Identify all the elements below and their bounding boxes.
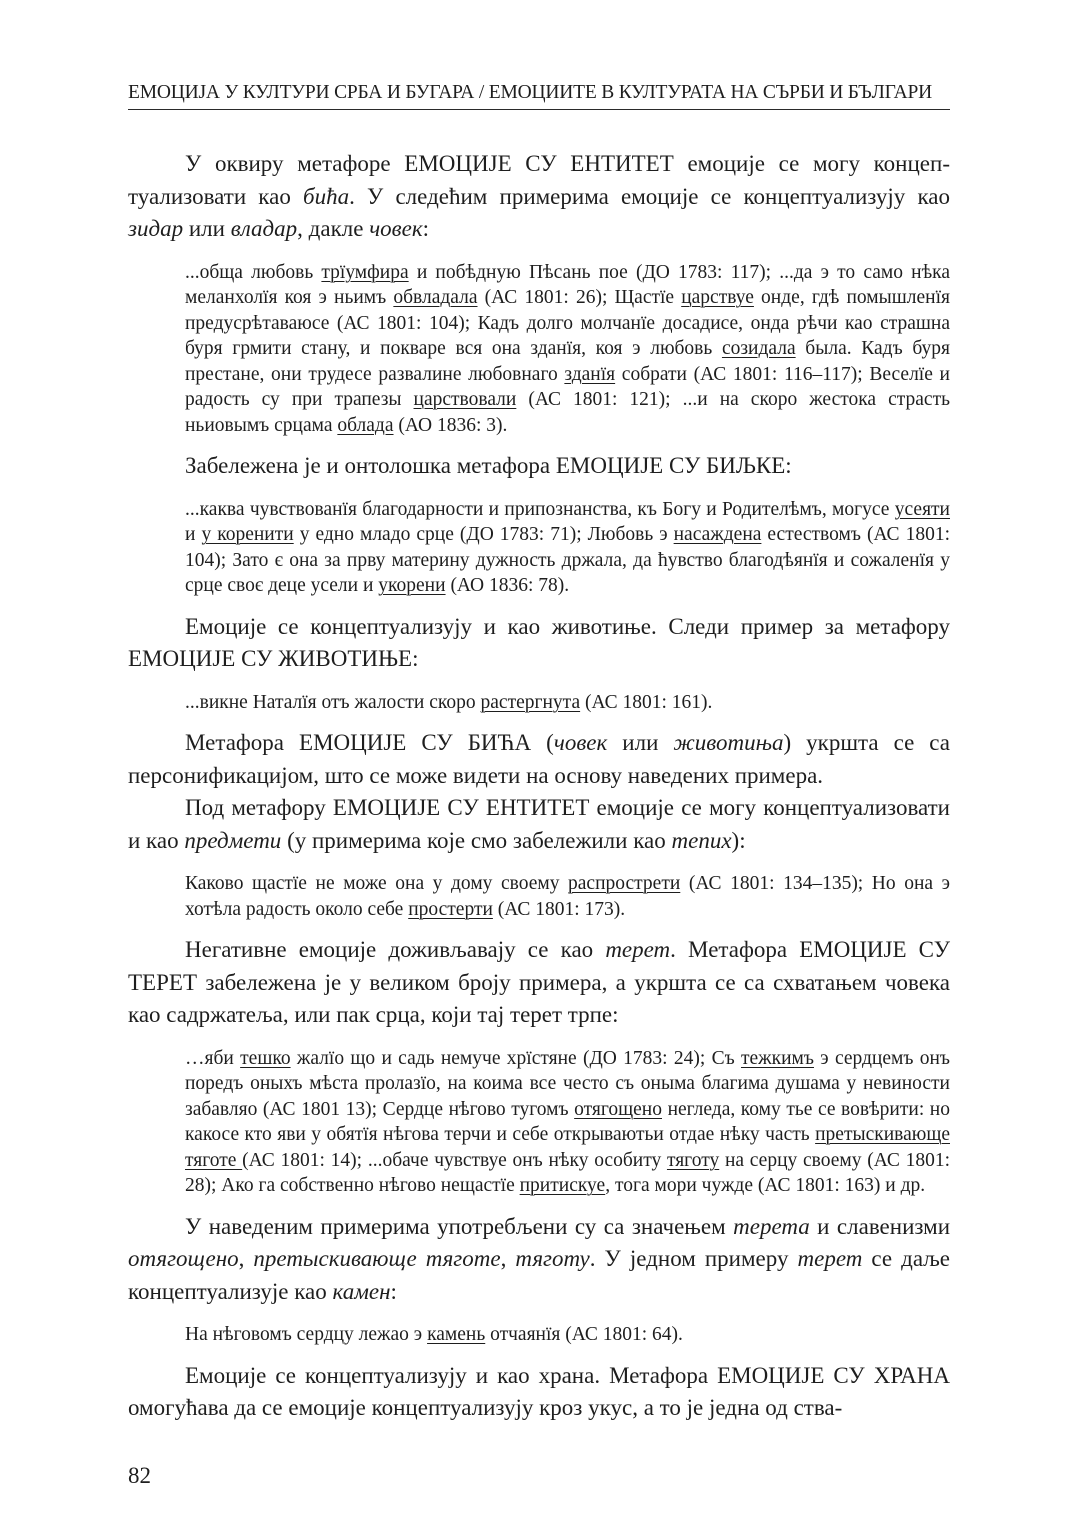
running-header: ЕМОЦИЈА У КУЛТУРИ СРБА И БУГАРА / ЕМОЦИИТЕ В КУЛТУРАТА НА СЪРБИ И БЪЛГАРИ bbox=[128, 82, 933, 103]
paragraph: Под метафору ЕМОЦИЈЕ СУ ЕНТИТЕТ емоције се могу концептуализовати и као предмети (у примерима које смо забележили као тепих): bbox=[128, 795, 950, 853]
paragraph: Негативне емоције доживљавају се као терет. Метафора ЕМОЦИЈЕ СУ ТЕРЕТ забележена је у великом броју примера, а укршта се са схватањем човека као садржатеља, или пак срца, који тај терет трпе: bbox=[128, 937, 950, 1027]
quote-block: ...каква чувствованїя благодарности и припознанства, къ Богу и Родителѣмъ, могусе усеяти и у коренити у едно младо срце (ДО 1783: 71); Любовь э насаждена естествомъ (АС 1801: 104); Зато є она за прву материну дужность држала, да ћувство благодѣянїя и сожаленїя у срце своє деце усели и укорени (АО 1836: 78). bbox=[185, 498, 950, 596]
quote-block: ...обща любовь трїумфира и побѣдную Пѣсань пое (ДО 1783: 117); ...да э то само нѣка меланхолїя коя э ньимъ обвладала (АС 1801: 26); Щастїе царствуе онде, гдѣ помышленїя предусрѣтаваюсе (АС 1801: 104); Кадъ долго молчанїе досадисе, онда рѣчи као страшна буря грмити стану, и покваре вся она зданїя, коя э любовь созидала была. Кадъ буря престане, они трудесе развалине любовнаго зданїя собрати (АС 1801: 116–117); Веселїе и радость су при трапезы царствовали (АС 1801: 121); ...и на скоро жестока страсть ньиовымъ срцама облада (АО 1836: 3). bbox=[185, 261, 950, 436]
paragraph: Забележена је и онтолошка метафора ЕМОЦИЈЕ СУ БИЉКЕ: bbox=[185, 453, 792, 478]
body-text bbox=[128, 148, 950, 1425]
page-number: 82 bbox=[128, 1463, 151, 1488]
paragraph: Емоције се концептуализују и као храна. Метафора ЕМОЦИЈЕ СУ ХРАНА омогућава да се емоције концептуализују кроз укус, а то је једна од ства- bbox=[128, 1362, 950, 1420]
paragraph: У наведеним примерима употребљени су са значењем терета и славенизми отягощено, претыскивающе тяготе, тяготу. У једном примеру терет се даље концептуализује као камен: bbox=[128, 1213, 950, 1304]
paragraph: Метафора ЕМОЦИЈЕ СУ БИЋА (човек или животиња) укршта се са персонификацијом, што се може видети на основу наведених примера. bbox=[128, 730, 950, 788]
quote-block: …яби тешко жалїо що и садь немуче хрїстяне (ДО 1783: 24); Съ тежкимъ э сердцемъ онъ поредъ оныхъ мѣста пролазїо, на коима все често съ оныма благима душама у невиности забавляо (АС 1801 13); Сердце нѣгово тугомъ отягощено негледа, кому тье се вовѣрити: но какосе кто яви у обятїя нѣгова терчи и себе открываютьи отдае нѣку часть претыскивающе тяготе (АС 1801: 14); ...обаче чувствуе онъ нѣку особиту тяготу на серцу своему (АС 1801: 28); Ако га собственно нѣгово нещастїе притискуе, тога мори чужде (АС 1801: 163) и др. bbox=[185, 1047, 951, 1196]
paragraph: Емоције се концептуализују и као животиње. Следи пример за метафору ЕМОЦИЈЕ СУ ЖИВОТИЊЕ: bbox=[128, 613, 950, 671]
quote-block: На нѣговомъ сердцу лежао э камень отчаянїя (АС 1801: 64). bbox=[185, 1324, 683, 1345]
header-rule bbox=[128, 109, 950, 110]
quote-block: ...викне Наталїя отъ жалости скоро растергнута (АС 1801: 161). bbox=[185, 691, 713, 713]
quote-block: Каково щастїе не може она у дому своему распрострети (АС 1801: 134–135); Но она э хотѣла радость около себе простерти (АС 1801: 173). bbox=[185, 873, 951, 920]
paragraph: У оквиру метафоре ЕМОЦИЈЕ СУ ЕНТИТЕТ емоције се могу концептуализовати као бића. У следећим примерима емоције се концептуализују као зидар или владар, дакле човек: bbox=[128, 151, 950, 241]
